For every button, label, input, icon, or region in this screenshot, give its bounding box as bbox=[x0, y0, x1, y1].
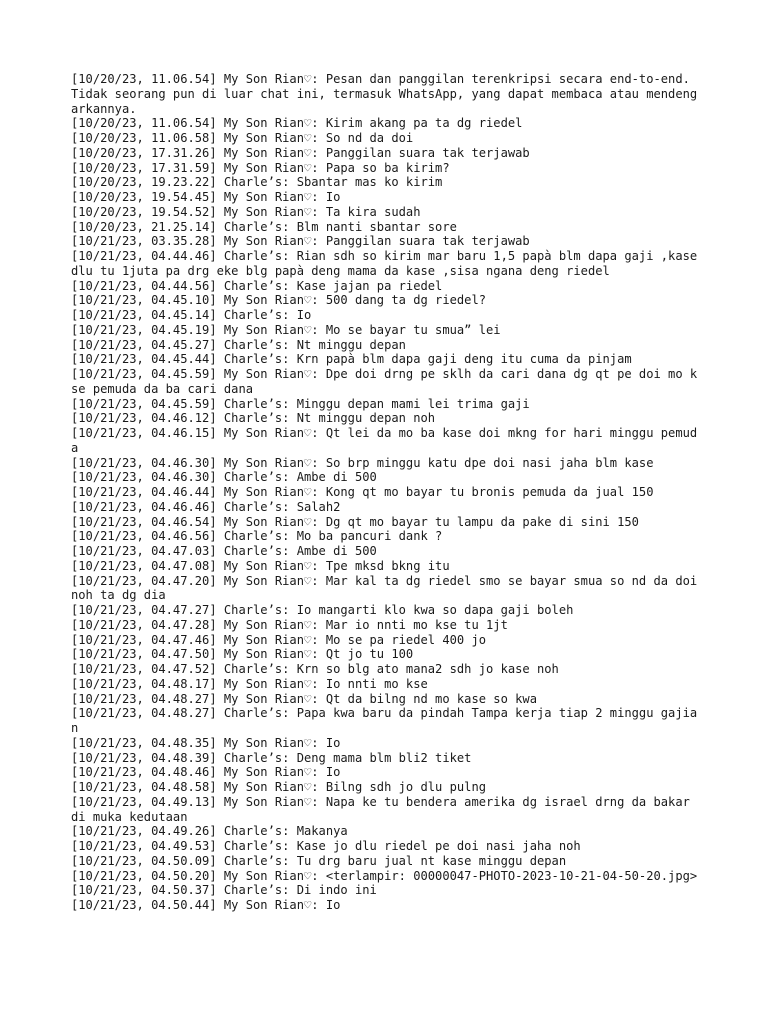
chat-message-line: [10/20/23, 19.23.22] Charle’s: Sbantar mas ko kirim bbox=[71, 175, 443, 190]
chat-message-line: [10/21/23, 04.48.35] My Son Rian♡: Io bbox=[71, 735, 341, 750]
chat-message-line: [10/21/23, 04.47.46] My Son Rian♡: Mo se pa riedel 400 jo bbox=[71, 632, 487, 647]
chat-message-line: [10/20/23, 19.54.45] My Son Rian♡: Io bbox=[71, 190, 341, 204]
chat-message-line: [10/21/23, 04.47.28] My Son Rian♡: Mar io nnti mo kse tu 1jt bbox=[71, 617, 508, 632]
chat-message-line: [10/21/23, 04.47.50] My Son Rian♡: Qt jo tu 100 bbox=[71, 647, 414, 662]
chat-message-line: [10/21/23, 04.45.14] Charle’s: Io bbox=[71, 308, 312, 322]
chat-message-line: [10/21/23, 04.50.20] My Son Rian♡: <terlampir: 00000047-PHOTO-2023-10-21-04-50-20.jpg> bbox=[71, 868, 698, 883]
chat-message-line: [10/21/23, 04.45.59] Charle’s: Minggu depan mami lei trima gaji bbox=[71, 396, 530, 411]
chat-message-line: [10/21/23, 04.46.46] Charle’s: Salah2 bbox=[71, 499, 341, 514]
chat-message-line: [10/21/23, 04.48.27] My Son Rian♡: Qt da bilng nd mo kase so kwa bbox=[71, 691, 537, 706]
chat-message-line: [10/21/23, 04.50.09] Charle’s: Tu drg baru jual nt kase minggu depan bbox=[71, 853, 567, 868]
chat-message-line: [10/21/23, 04.45.19] My Son Rian♡: Mo se bayar tu smua” lei bbox=[71, 322, 501, 337]
chat-message-line: [10/21/23, 03.35.28] My Son Rian♡: Panggilan suara tak terjawab bbox=[71, 234, 530, 249]
chat-message-line: [10/20/23, 11.06.58] My Son Rian♡: So nd da doi bbox=[71, 131, 414, 145]
chat-message-line: [10/21/23, 04.46.30] Charle’s: Ambe di 500 bbox=[71, 470, 377, 485]
chat-message-line: [10/21/23, 04.45.59] My Son Rian♡: Dpe doi drng pe sklh da cari dana dg qt pe doi mo kse pemuda da ba cari dana bbox=[71, 367, 698, 396]
chat-message-line: [10/21/23, 04.49.53] Charle’s: Kase jo dlu riedel pe doi nasi jaha noh bbox=[71, 839, 581, 853]
chat-message-line: [10/20/23, 17.31.59] My Son Rian♡: Papa so ba kirim? bbox=[71, 160, 450, 175]
chat-message-line: [10/21/23, 04.46.15] My Son Rian♡: Qt lei da mo ba kase doi mkng for hari minggu pemuda bbox=[71, 426, 698, 455]
chat-message-line: [10/21/23, 04.50.37] Charle’s: Di indo ini bbox=[71, 883, 377, 898]
chat-message-line: [10/21/23, 04.48.46] My Son Rian♡: Io bbox=[71, 765, 341, 780]
chat-message-line: [10/20/23, 11.06.54] My Son Rian♡: Kirim akang pa ta dg riedel bbox=[71, 116, 523, 131]
chat-message-line: [10/21/23, 04.48.27] Charle’s: Papa kwa baru da pindah Tampa kerja tiap 2 minggu gajian bbox=[71, 706, 698, 735]
chat-message-line: [10/21/23, 04.47.03] Charle’s: Ambe di 500 bbox=[71, 544, 377, 558]
chat-message-line: [10/21/23, 04.47.27] Charle’s: Io mangarti klo kwa so dapa gaji boleh bbox=[71, 603, 574, 617]
chat-message-line: [10/21/23, 04.46.44] My Son Rian♡: Kong qt mo bayar tu bronis pemuda da jual 150 bbox=[71, 485, 654, 499]
chat-log bbox=[71, 72, 705, 913]
chat-message-line: [10/21/23, 04.47.52] Charle’s: Krn so blg ato mana2 sdh jo kase noh bbox=[71, 662, 559, 676]
chat-message-line: [10/21/23, 04.44.56] Charle’s: Kase jajan pa riedel bbox=[71, 278, 443, 293]
chat-message-line: [10/21/23, 04.48.58] My Son Rian♡: Bilng sdh jo dlu pulng bbox=[71, 780, 487, 794]
chat-message-line: [10/21/23, 04.45.27] Charle’s: Nt minggu depan bbox=[71, 337, 406, 352]
chat-message-line: [10/20/23, 21.25.14] Charle’s: Blm nanti sbantar sore bbox=[71, 219, 457, 234]
chat-message-line: [10/21/23, 04.48.39] Charle’s: Deng mama blm bli2 tiket bbox=[71, 750, 472, 765]
chat-message-line: [10/21/23, 04.48.17] My Son Rian♡: Io nnti mo kse bbox=[71, 676, 428, 691]
chat-message-line: [10/20/23, 11.06.54] My Son Rian♡: Pesan dan panggilan terenkripsi secara end-to-end. Tidak seorang pun di luar chat ini, termasuk WhatsApp, yang dapat membaca atau mendengarkannya. bbox=[71, 72, 698, 116]
chat-message-line: [10/20/23, 19.54.52] My Son Rian♡: Ta kira sudah bbox=[71, 204, 421, 219]
chat-message-line: [10/21/23, 04.47.20] My Son Rian♡: Mar kal ta dg riedel smo se bayar smua so nd da doi noh ta dg dia bbox=[71, 573, 705, 603]
chat-message-line: [10/20/23, 17.31.26] My Son Rian♡: Panggilan suara tak terjawab bbox=[71, 145, 530, 160]
chat-message-line: [10/21/23, 04.47.08] My Son Rian♡: Tpe mksd bkng itu bbox=[71, 558, 450, 573]
chat-message-line: [10/21/23, 04.46.56] Charle’s: Mo ba pancuri dank ? bbox=[71, 529, 443, 544]
chat-message-line: [10/21/23, 04.44.46] Charle’s: Rian sdh so kirim mar baru 1,5 papà blm dapa gaji ,kase dlu tu 1juta pa drg eke blg papà deng mama da kase ,sisa ngana deng riedel bbox=[71, 249, 705, 278]
chat-message-line: [10/21/23, 04.46.54] My Son Rian♡: Dg qt mo bayar tu lampu da pake di sini 150 bbox=[71, 514, 639, 529]
chat-message-line: [10/21/23, 04.45.44] Charle’s: Krn papà blm dapa gaji deng itu cuma da pinjam bbox=[71, 352, 632, 367]
chat-message-line: [10/21/23, 04.50.44] My Son Rian♡: Io bbox=[71, 898, 341, 912]
chat-message-line: [10/21/23, 04.49.13] My Son Rian♡: Napa ke tu bendera amerika dg israel drng da bakar di muka kedutaan bbox=[71, 794, 698, 824]
chat-message-line: [10/21/23, 04.46.30] My Son Rian♡: So brp minggu katu dpe doi nasi jaha blm kase bbox=[71, 455, 654, 470]
chat-message-line: [10/21/23, 04.46.12] Charle’s: Nt minggu depan noh bbox=[71, 411, 436, 426]
chat-message-line: [10/21/23, 04.49.26] Charle’s: Makanya bbox=[71, 824, 348, 839]
chat-message-line: [10/21/23, 04.45.10] My Son Rian♡: 500 dang ta dg riedel? bbox=[71, 293, 487, 308]
